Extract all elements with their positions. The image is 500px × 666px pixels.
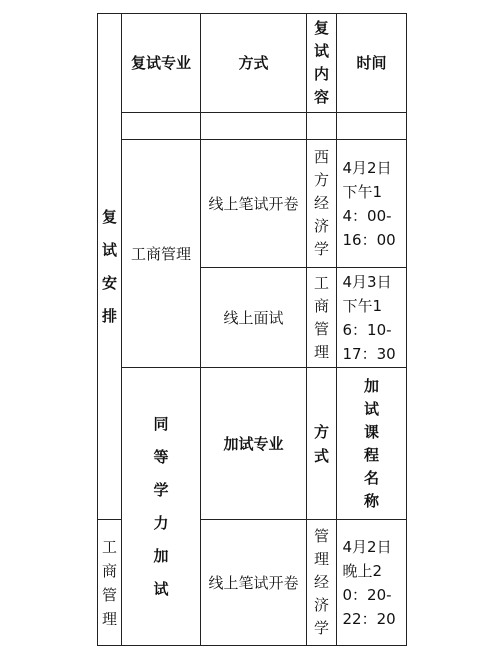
retest-row-2-content: 工商管理 — [313, 273, 329, 361]
empty-cell — [307, 113, 337, 140]
retest-section-label: 复试安排 — [101, 207, 117, 325]
retest-row-1-time: 4月2日下午14：00-16：00 — [342, 158, 396, 249]
retest-row-2-time: 4月3日下午16：10-17：30 — [342, 272, 396, 363]
extra-time: 4月2日晚上20：20-22：20 — [342, 537, 396, 628]
empty-cell — [122, 113, 201, 140]
retest-row-2-time-cell — [337, 268, 407, 368]
extra-time-cell — [337, 520, 407, 646]
table-row — [98, 368, 407, 520]
extra-section-label: 同等学力加试 — [153, 414, 169, 598]
header-retest-major: 复试专业 — [122, 14, 201, 113]
retest-major: 工商管理 — [122, 140, 201, 368]
empty-cell — [337, 113, 407, 140]
table-row — [98, 113, 407, 140]
header-retest-content-cell — [307, 14, 337, 113]
empty-cell — [201, 113, 307, 140]
retest-row-1-content-cell — [307, 140, 337, 268]
schedule-table — [97, 13, 407, 646]
header-extra-major: 加试专业 — [201, 368, 307, 520]
retest-row-2-mode: 线上面试 — [201, 268, 307, 368]
header-retest-time: 时间 — [337, 14, 407, 113]
table-row — [98, 140, 407, 268]
retest-row-2-content-cell — [307, 268, 337, 368]
header-extra-content-cell — [337, 368, 407, 520]
header-retest-mode: 方式 — [201, 14, 307, 113]
header-retest-content: 复试内容 — [313, 19, 329, 106]
table-row — [98, 14, 407, 113]
extra-major: 工商管理 — [98, 520, 122, 646]
retest-row-1-mode: 线上笔试开卷 — [201, 140, 307, 268]
retest-row-1-content: 西方经济学 — [313, 148, 329, 258]
header-extra-content: 加试课程名称 — [363, 376, 379, 510]
extra-content-cell — [307, 520, 337, 646]
header-extra-mode: 方式 — [307, 368, 337, 520]
extra-mode: 线上笔试开卷 — [201, 520, 307, 646]
extra-content: 管理经济学 — [313, 527, 329, 637]
retest-row-1-time-cell — [337, 140, 407, 268]
section-label-retest — [98, 14, 122, 520]
section-label-extra — [122, 368, 201, 646]
